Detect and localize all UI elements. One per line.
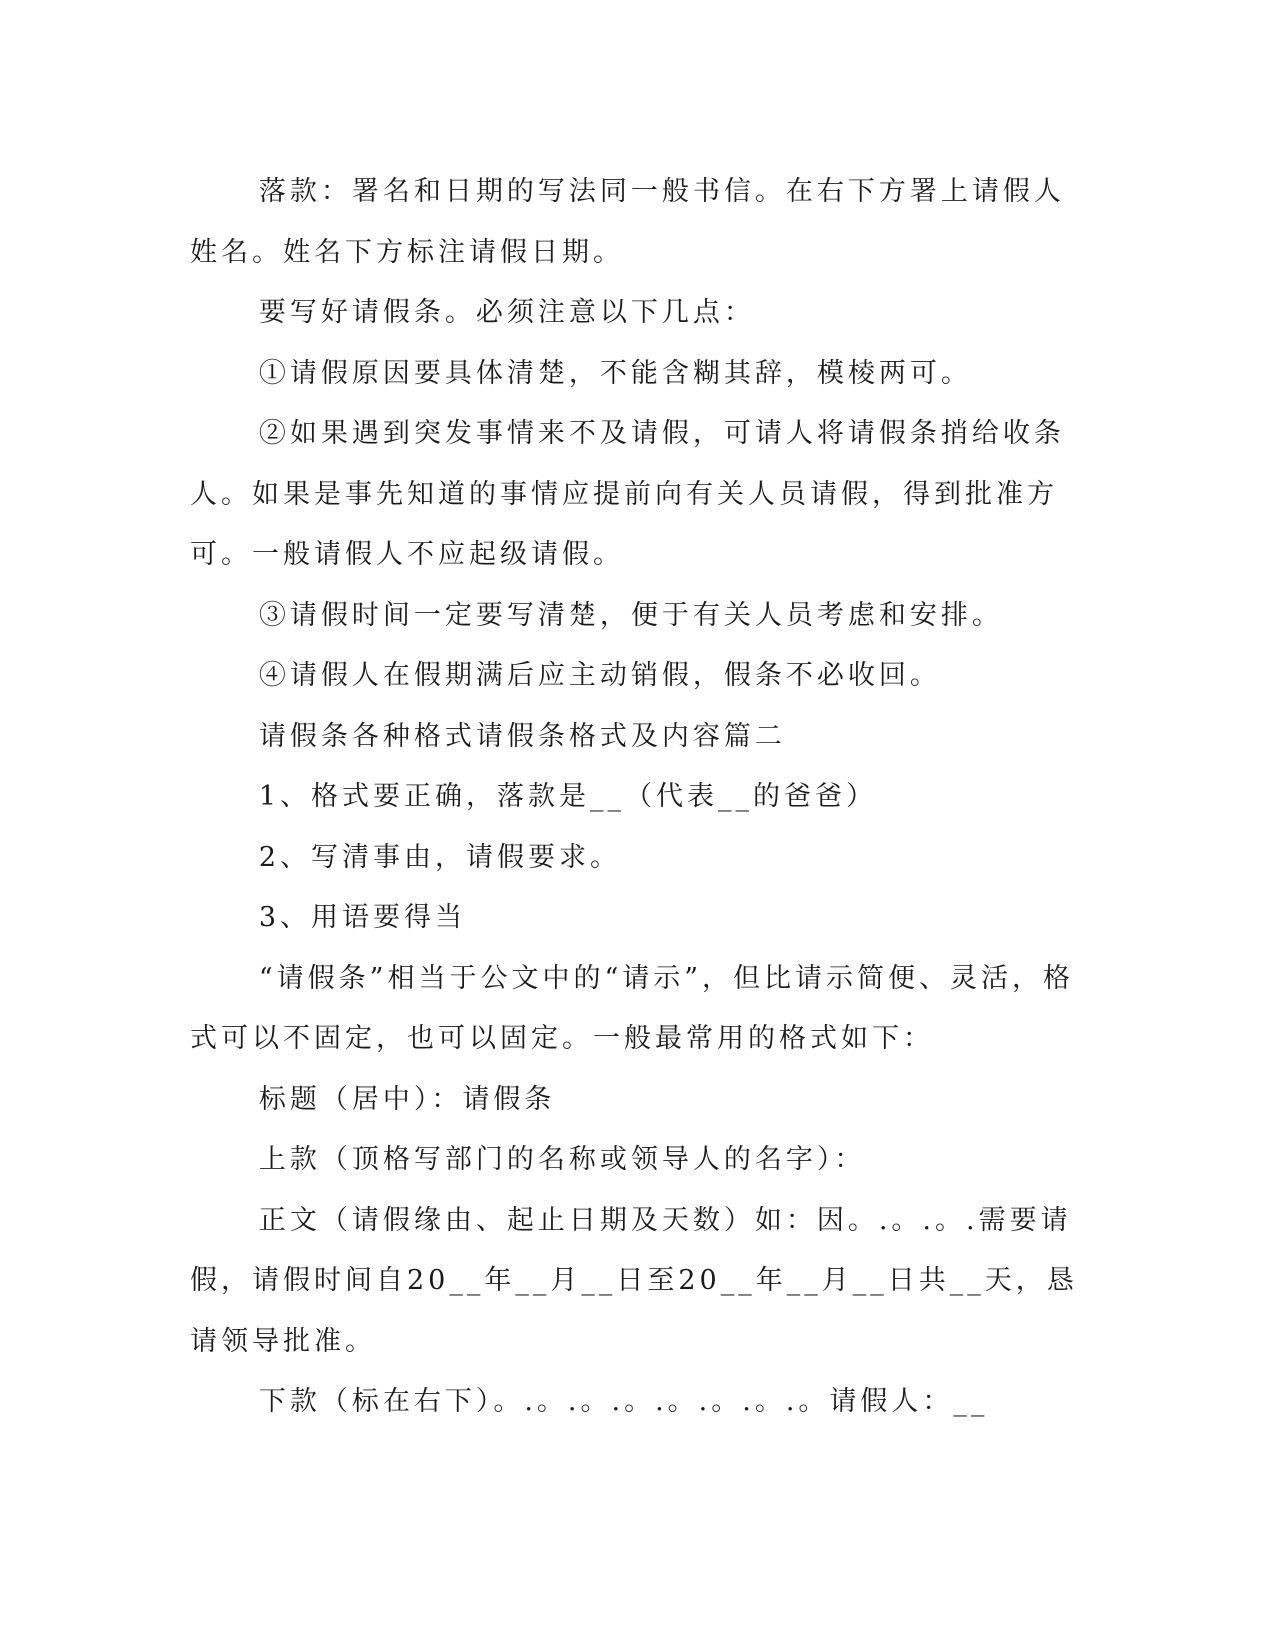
format-title-line: 标题（居中）：请假条 — [258, 1083, 556, 1115]
list-item-1: 1、格式要正确，落款是__（代表__的爸爸） — [258, 781, 878, 812]
paragraph-note-2: ②如果遇到突发事情来不及请假，可请人将请假条捎给收条人。如果是事先知道的事情应提前向有关人员请假，得到批准方可。一般请假人不应起级请假。 — [190, 418, 1065, 570]
paragraph-note-4: ④请假人在假期满后应主动销假，假条不必收回。 — [258, 660, 941, 691]
format-body-line: 正文（请假缘由、起止日期及天数）如：因。.。.。.需要请假，请假时间自20__年__月__日至20__年__月__日共__天，恳请领导批准。 — [190, 1204, 1078, 1357]
format-salutation-line: 上款（顶格写部门的名称或领导人的名字）： — [258, 1144, 866, 1175]
paragraph-signature: 落款：署名和日期的写法同一般书信。在右下方署上请假人姓名。姓名下方标注请假日期。 — [190, 176, 1065, 268]
paragraph-note-3: ③请假时间一定要写清楚，便于有关人员考虑和安排。 — [258, 599, 1003, 631]
paragraph-notes-intro: 要写好请假条。必须注意以下几点： — [258, 297, 755, 328]
format-closing-line: 下款（标在右下）。.。.。.。.。.。.。.。请假人：__ — [258, 1386, 989, 1417]
section-heading: 请假条各种格式请假条格式及内容篇二 — [258, 720, 786, 752]
list-item-3: 3、用语要得当 — [258, 902, 467, 933]
paragraph-note-1: ①请假原因要具体清楚，不能含糊其辞，模棱两可。 — [258, 357, 972, 389]
paragraph-format-intro: “请假条”相当于公文中的“请示”，但比请示简便、灵活，格式可以不固定，也可以固定。一般最常用的格式如下： — [190, 962, 1075, 1054]
document-body — [190, 162, 1080, 1433]
list-item-2: 2、写清事由，请假要求。 — [258, 841, 622, 873]
